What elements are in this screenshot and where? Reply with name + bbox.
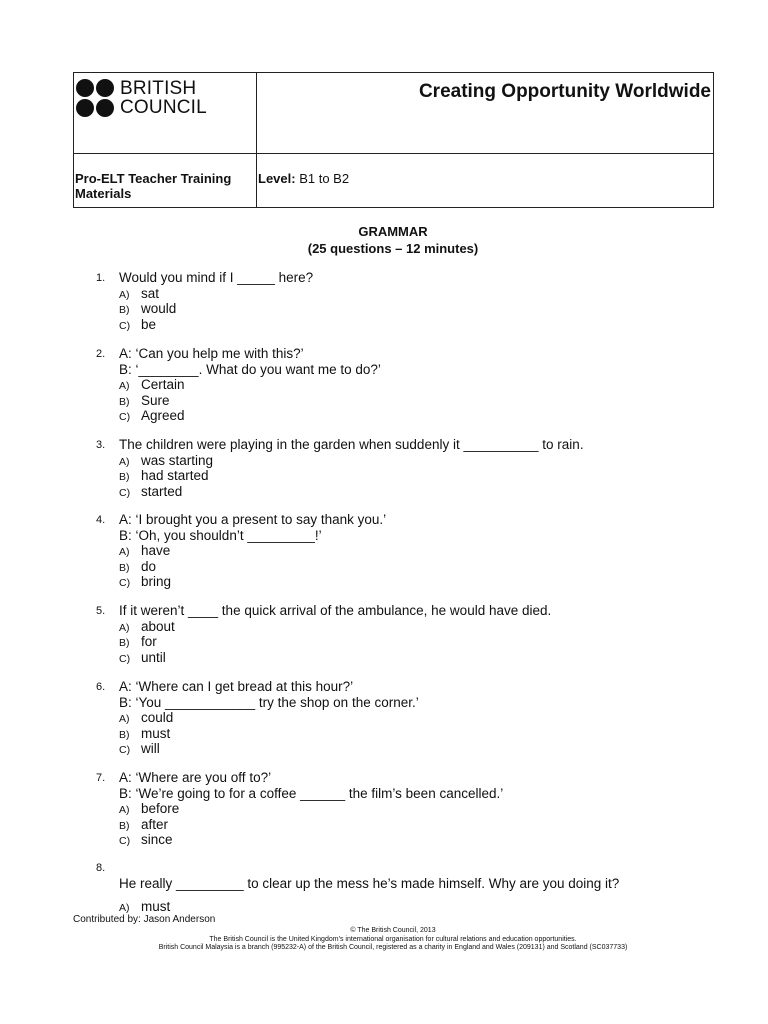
option-letter: C) — [119, 652, 131, 665]
contributor: Contributed by: Jason Anderson — [73, 914, 216, 925]
question-number: 3. — [96, 439, 106, 451]
option-letter: B) — [119, 637, 130, 649]
question-text: The children were playing in the garden when suddenly it __________ to rain. — [119, 437, 584, 452]
option-letter: A) — [119, 288, 130, 301]
option-letter: A) — [119, 621, 130, 634]
answer-option — [119, 317, 156, 335]
british-council-logo — [76, 79, 207, 117]
option-text: sat — [141, 285, 160, 301]
question-number: 6. — [96, 681, 106, 693]
option-text: before — [141, 801, 180, 816]
option-letter: A) — [119, 546, 130, 558]
option-text: Certain — [141, 377, 185, 392]
option-text: would — [141, 301, 177, 316]
option-text: until — [141, 649, 166, 665]
option-text: was starting — [141, 452, 214, 468]
option-text: must — [141, 899, 171, 914]
option-text: have — [141, 543, 171, 558]
question-number: 5. — [96, 605, 106, 617]
section-subtitle: (25 questions – 12 minutes) — [307, 241, 479, 256]
copyright: © The British Council, 2013 — [350, 927, 436, 934]
option-letter: C) — [119, 744, 131, 756]
logo-line-2: COUNCIL — [120, 97, 207, 118]
option-letter: A) — [119, 804, 130, 816]
answer-option — [119, 650, 166, 668]
logo-dots-icon — [76, 79, 114, 117]
header-table — [73, 72, 714, 208]
footer-registration-note: British Council Malaysia is a branch (995232-A) of the British Council, registered as a charity in England and Wales (209131) and Scotland (SC037733) — [158, 944, 628, 951]
course-title: Pro-ELT Teacher Training Materials — [75, 171, 232, 201]
option-text: after — [141, 816, 169, 832]
option-letter: C) — [119, 411, 131, 423]
question-text: A: ‘Where can I get bread at this hour?’ — [119, 679, 354, 694]
level-value: B1 to B2 — [299, 171, 350, 186]
answer-option — [119, 832, 173, 850]
logo-line-1: BRITISH — [120, 78, 197, 99]
tagline: Creating Opportunity Worldwide — [418, 81, 711, 102]
option-text: for — [141, 634, 157, 649]
question-text: A: ‘I brought you a present to say thank you.’ — [119, 512, 387, 527]
option-text: since — [141, 832, 173, 847]
question-text: B: ‘You ____________ try the shop on the corner.’ — [119, 694, 419, 710]
option-text: could — [141, 710, 174, 725]
logo-text — [120, 79, 207, 117]
option-letter: B) — [119, 395, 130, 408]
answer-option — [119, 574, 171, 592]
option-letter: A) — [119, 713, 130, 725]
section-title: GRAMMAR — [358, 224, 428, 239]
option-letter: B) — [119, 819, 130, 832]
question-text: Would you mind if I _____ here? — [119, 270, 314, 285]
question-number: 1. — [96, 272, 106, 284]
option-letter: A) — [119, 380, 130, 392]
option-letter: B) — [119, 728, 130, 741]
footer-organisation-note: The British Council is the United Kingdom’s international organisation for cultural relations and education opportunities. — [209, 936, 577, 943]
option-text: Sure — [141, 392, 170, 408]
option-letter: B) — [119, 304, 130, 316]
question-text: B: ‘Oh, you shouldn’t _________!’ — [119, 527, 322, 543]
option-text: started — [141, 483, 183, 499]
option-text: Agreed — [141, 408, 185, 423]
option-letter: A) — [119, 902, 130, 914]
answer-option — [119, 484, 182, 502]
option-letter: C) — [119, 835, 131, 847]
table-row-divider — [74, 153, 713, 154]
question-number: 2. — [96, 348, 106, 360]
question-number: 4. — [96, 514, 106, 526]
option-text: will — [141, 741, 160, 756]
option-text: do — [141, 558, 157, 574]
level-label: Level: — [258, 171, 296, 186]
option-letter: C) — [119, 486, 131, 499]
option-letter: B) — [119, 561, 130, 574]
question-text: A: ‘Can you help me with this?’ — [119, 346, 304, 361]
answer-option — [119, 741, 160, 759]
answer-option — [119, 408, 185, 426]
question-text: A: ‘Where are you off to?’ — [119, 770, 272, 785]
level-info — [258, 171, 349, 186]
option-letter: A) — [119, 455, 130, 468]
option-letter: C) — [119, 319, 131, 332]
question-text: B: ‘________. What do you want me to do?’ — [119, 361, 381, 377]
question-text: B: ‘We’re going to for a coffee ______ the film’s been cancelled.’ — [119, 785, 504, 801]
option-text: bring — [141, 574, 172, 589]
question-text: He really _________ to clear up the mess he’s made himself. Why are you doing it? — [119, 875, 620, 891]
question-number: 8. — [96, 862, 106, 874]
table-column-divider — [256, 73, 257, 207]
option-text: be — [141, 316, 157, 332]
option-text: had started — [141, 468, 209, 483]
option-letter: B) — [119, 471, 130, 483]
option-text: about — [141, 618, 175, 634]
question-text: If it weren’t ____ the quick arrival of the ambulance, he would have died. — [119, 603, 552, 618]
option-letter: C) — [119, 577, 131, 589]
option-text: must — [141, 725, 171, 741]
question-number: 7. — [96, 772, 106, 784]
